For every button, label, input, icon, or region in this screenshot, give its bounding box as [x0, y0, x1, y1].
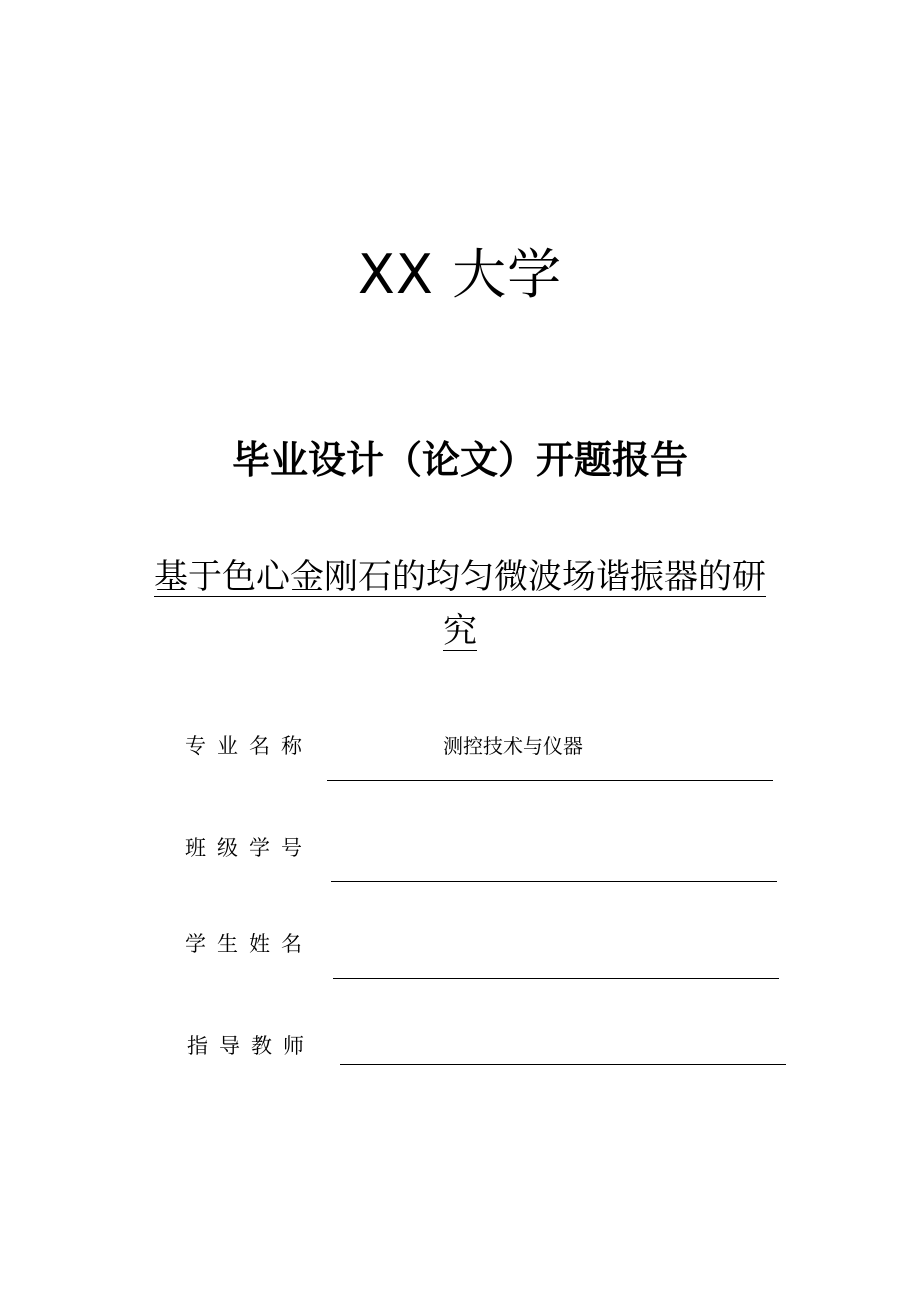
field-value-major: 测控技术与仪器	[443, 734, 583, 758]
field-label-class-id: 班级学号	[185, 836, 313, 860]
university-name: XX 大学	[357, 243, 563, 306]
field-label-advisor: 指导教师	[187, 1034, 315, 1058]
field-label-major: 专业名称	[185, 734, 313, 758]
report-title: 毕业设计（论文）开题报告	[231, 438, 688, 482]
field-line-student-name	[333, 978, 779, 979]
thesis-title-text: 基于色心金刚石的均匀微波场谐振器的研究	[154, 557, 766, 651]
field-line-major	[327, 780, 773, 781]
field-line-advisor	[340, 1064, 786, 1065]
thesis-title	[150, 550, 770, 658]
field-line-class-id	[331, 881, 777, 882]
field-label-student-name: 学生姓名	[185, 932, 313, 956]
